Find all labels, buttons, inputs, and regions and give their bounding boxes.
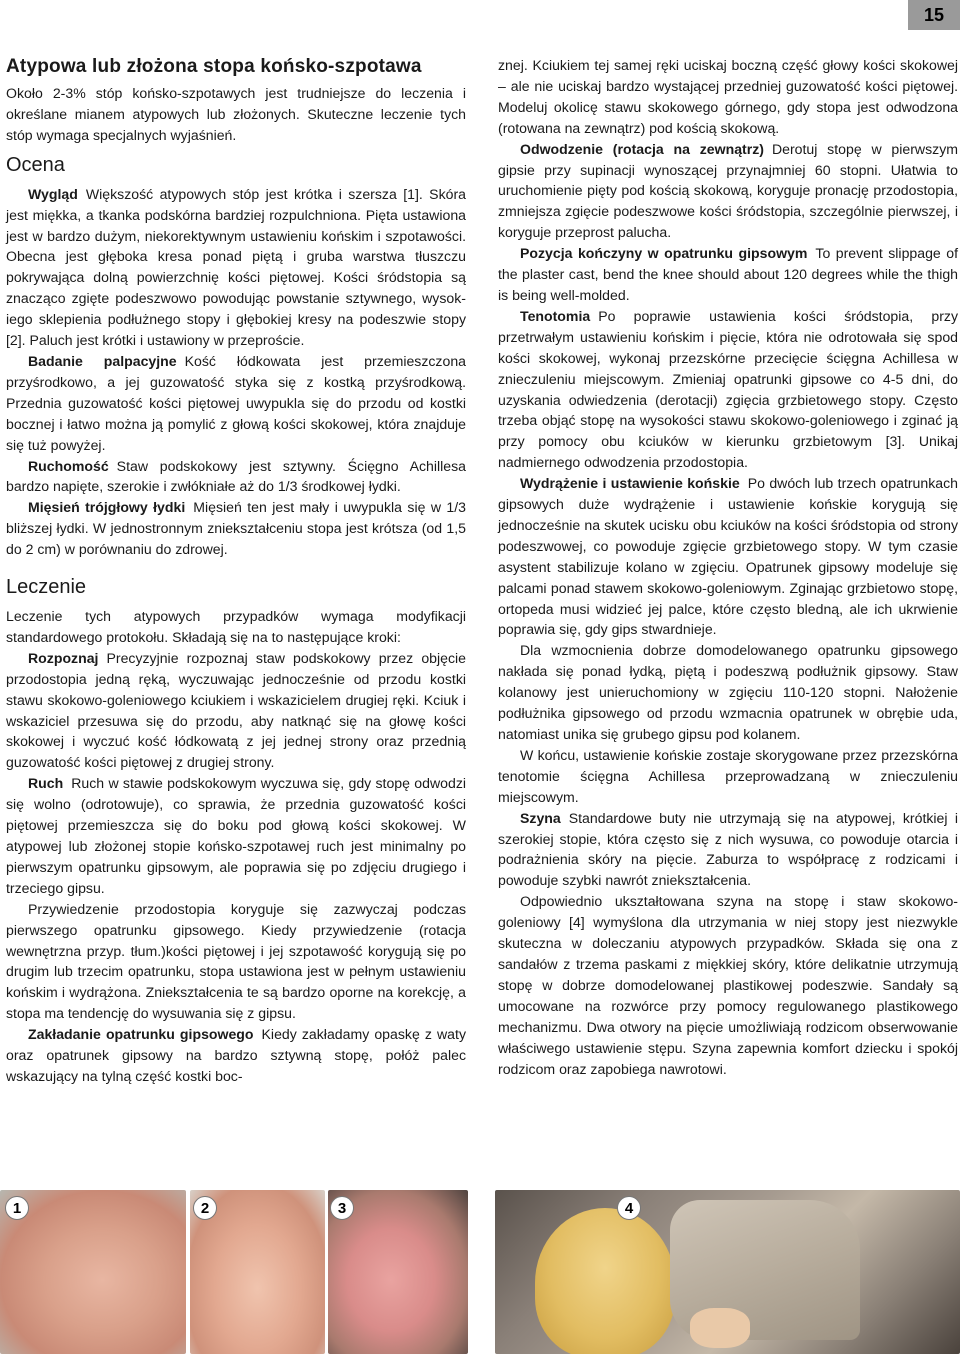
badanie-label: Badanie palpacyjne xyxy=(28,352,177,369)
page-title: Atypowa lub złożona stopa końsko-szpotawa xyxy=(6,56,422,77)
koncu-paragraph: W końcu, ustawienie końskie zostaje skorygowane przez przezskórna tenotomie ścięgna Achillesa przeprowadzaną w znieczuleniu miejscowym. xyxy=(498,746,958,805)
zakladanie-paragraph xyxy=(6,1024,466,1087)
photo-strip xyxy=(0,1190,960,1354)
tenotomia-paragraph xyxy=(498,306,958,473)
photo-number-badge: 1 xyxy=(5,1196,29,1220)
miesien-text: Mięsień ten jest mały i uwypukla się w 1/3 bliższej łydki. W jednostronnym zniekształceniu stopa jest krótsza (od 1,5 do 2 cm) w porównaniu do zdrowej. xyxy=(6,499,466,558)
right-column xyxy=(498,55,958,1079)
odpowiednio-paragraph: Odpowiednio ukształtowana szyna na stopę i staw skokowo-goleniowy [4] wymyślona dla utrzymania w niej stopy jest niezwykle skuteczna w doleczaniu atypowych przypadków. Składa się ona z sandałów z trzema paskami z miękkiej skóry, które delikatnie utrzymują stopę w dobrze domodelowanej plastikowej podeszwie. Sandały są umocowane na rozwórce przy pomocy regulowanego plastikowego mechanizmu. Dwa otwory na pięcie umożliwiają rodzicom obserwowanie właściwego ustawienie stępu. Szyna zapewnia komfort dziecku i spokój rodzicom oraz zapobiega nawrotowi. xyxy=(498,893,958,1077)
ruchomosc-paragraph xyxy=(6,456,466,498)
przywiedzenie-paragraph: Przywiedzenie przodostopia koryguje się zazwyczaj podczas pierwszego opatrunku gipsowego. Kiedy przywiedzenie (rotacja wewnętrzna przyp. tłum.)kości piętowej i jej szpotawość korygują się po drugim lub trzecim opatrunku, stopa ustawiona jest w pełnym ustawieniu końskim i wydrążona. Zniekształcenia te są bardzo oporne na korekcję, a stopa ma tendencję do wysuwania się z gipsu. xyxy=(6,900,466,1022)
left-column xyxy=(6,55,466,1087)
photo-plantar-crease xyxy=(190,1190,325,1354)
odwodzenie-label: Odwodzenie (rotacja na zewnątrz) xyxy=(520,140,764,157)
wyglad-text: Większość atypowych stóp jest krótka i szersza [1]. Skóra jest miękka, a tkanka podskórna bardziej rozpulchniona. Pięta ustawiona jest w bardzo dużym, niekorektywnym ustawieniu końskim i szpotawości. Obecna jest głęboka kresa ponad piętą i gruba warstwa tłuszczu pokrywająca dolną powierzchnię kości piętowej. Kości śródstopia są znacząco zgięte podeszwowo powodując powstanie sztywnego, wysokiego sklepienia podłużnego stopy i głębokiej kresy na podeszwie stopy [2]. Paluch jest krótki i ustawiony w przeproście. xyxy=(6,185,466,349)
page-number: 15 xyxy=(908,0,960,30)
ocena-heading: Ocena xyxy=(6,153,65,176)
brace-toe-shape xyxy=(690,1308,750,1348)
zakladanie-label: Zakładanie opatrunku gipsowego xyxy=(28,1026,254,1043)
pozycja-text: To prevent slippage of the plaster cast, bend the knee should about 120 degrees while the thigh is being well-molded. xyxy=(498,245,958,303)
ruch-label: Ruch xyxy=(28,775,64,792)
zakladanie-text: Kiedy zakładamy opaskę z waty oraz opatrunek gipsowy na bardzo sztywną stopę, połóż palec wskazujący na tylną część kostki boc- xyxy=(6,1026,466,1084)
badanie-text: Kość łódkowata jest przemieszczona przyśrodkowo, a jej guzowatość styka się z kostką przyśrodkową. Przednia guzowatość kości piętowej uwypukla się do przodu od kostki bocznej i łatwo można ją pomylić z głową kości skokowej, która znajduje się tuż powyżej. xyxy=(6,352,466,453)
pozycja-paragraph xyxy=(498,243,958,306)
pozycja-label: Pozycja kończyny w opatrunku gipsowym xyxy=(520,245,808,262)
miesien-label: Mięsień trójgłowy łydki xyxy=(28,499,186,516)
wyglad-paragraph xyxy=(6,184,466,351)
badanie-paragraph xyxy=(6,351,466,456)
photo-number-badge: 2 xyxy=(193,1196,217,1220)
ruch-text: Ruch w stawie podskokowym wyczuwa się, gdy stopę odwodzi się wolno (odrotowuje), co sprawia, że przednia guzowatość kości piętowej przemieszcza się do boku pod głową kości skokowej. W atypowej lub złożonej stopie końsko-szpotawej ruch jest minimalny po pierwszym opatrunku gipsowym, ale poprawia się po zdjęciu drugiego i trzeciego gipsu. xyxy=(6,775,466,896)
rozpoznaj-label: Rozpoznaj xyxy=(28,649,99,666)
intro-paragraph: Około 2-3% stóp końsko-szpotawych jest trudniejsze do leczenia i określane mianem atypowych lub złożonych. Skuteczne leczenie tych stóp wymaga specjalnych wyjaśnień. xyxy=(6,85,466,143)
photo-dorsiflexion-thumbs xyxy=(328,1190,468,1354)
miesien-paragraph xyxy=(6,497,466,560)
odwodzenie-paragraph xyxy=(498,139,958,244)
szyna-paragraph xyxy=(498,808,958,892)
ruchomosc-text: Staw podskokowy jest sztywny. Ścięgno Achillesa bardzo napięte, szerokie i zwłókniałe aż do 1/3 środkowej łydki. xyxy=(6,457,466,495)
brace-sole-shape xyxy=(535,1208,675,1354)
ruch-paragraph xyxy=(6,773,466,898)
wzmocnienie-paragraph: Dla wzmocnienia dobrze domodelowanego opatrunku gipsowego nakłada się ponad łydką, piętą i podeszwą podłużnik gipsowy. Staw kolanowy jest unieruchomiony w zgięciu 110-120 stopni. Nałożenie podłużnika gipsowego od przodu wzmacnia opatrunek w obrębie uda, natomiast unika się grubego gipsu pod kolanem. xyxy=(498,642,958,742)
continuation-paragraph: znej. Kciukiem tej samej ręki uciskaj boczną część głowy kości skokowej – ale nie uciskaj bardzo wystającej przedniej guzowatość kości piętowej. Modeluj okolicę stawu skokowego górnego, gdy stopa jest odwodzona (rotowana na zewnątrz) pod kością skokową. xyxy=(498,57,958,136)
leczenie-heading: Leczenie xyxy=(6,576,87,599)
photo-atypical-foot-short-wide xyxy=(0,1190,186,1354)
leczenie-paragraph: Leczenie tych atypowych przypadków wymaga modyfikacji standardowego protokołu. Składają się na to następujące kroki: xyxy=(6,608,466,645)
photo-number-badge: 3 xyxy=(330,1196,354,1220)
rozpoznaj-paragraph xyxy=(6,648,466,773)
photo-number-badge: 4 xyxy=(617,1196,641,1220)
szyna-text: Standardowe buty nie utrzymają się na atypowej, krótkiej i szerokiej stopie, która często się z nich wysuwa, co powoduje otarcia i podrażnienia skóry na pięcie. Zaburza to współpracę z rodzicami i powoduje szybki nawrót zniekształcenia. xyxy=(498,809,958,889)
rozpoznaj-text: Precyzyjnie rozpoznaj staw podskokowy przez objęcie przodostopia jedną ręką, wyczuwając jednocześnie od przodu kostki stawu skokowo-goleniowego kciukiem i wskazicielem drugiej ręki. Kciuk i wskaziciel przesuwa się do przodu, aby natknąć się na głowę kości skokowej i wyczuć kość łódkowatą z jej jednej strony oraz przednią guzowatość kości piętowej z drugiej strony. xyxy=(6,649,466,771)
szyna-label: Szyna xyxy=(520,809,561,826)
wyglad-label: Wygląd xyxy=(28,185,78,202)
tenotomia-text: Po poprawie ustawienia kości śródstopia, przy przetrwałym ustawieniu końskim i pięcie, która nie odrotowała się spod kości skokowej, wykonaj przezskórne przecięcie ścięgna Achillesa w znieczuleniu miejscowym. Zmieniaj opatrunki gipsowe co 4-5 dni, do uzyskania odwiedzenia (derotacji) zgięcia grzbietowego stopy. Często trzeba objąć stopę na wysokości stawu skokowo-goleniowego i zginać ją przy pomocy obu kciuków w kierunku grzbietowym [3]. Unikaj nadmiernego odwodzenia przodostopia. xyxy=(498,307,958,471)
wydrazenie-label: Wydrążenie i ustawienie końskie xyxy=(520,475,740,492)
wydrazenie-text: Po dwóch lub trzech opatrunkach gipsowych duże wydrążenie i ustawienie końskie korygują się jednocześnie na skutek ucisku obu kciuków na kości śródstopia od strony podeszwowej, co powoduje zgięcie grzbietowego stopy. W tym czasie asystent stabilizuje kolano w zgięciu. Opatrunek gipsowy modeluje się palcami ponad stawem skokowo-goleniowym. Zginając grzbietowo stopę, ortopeda musi widzieć jej palce, które często bledną, ale ich ukrwienie poprawia się, gdy gips stwardnieje. xyxy=(498,475,958,638)
ruchomosc-label: Ruchomość xyxy=(28,457,109,474)
tenotomia-label: Tenotomia xyxy=(520,307,591,324)
odwodzenie-text: Derotuj stopę w pierwszym gipsie przy supinacji wynoszącej przynajmniej 60 stopni. Ułatwia to uruchomienie pięty pod kością skokową, koryguje pronację przodostopia, zmniejsza zgięcie podeszwowe kości śródstopia, szczególnie pierwszej, i koryguje przeprost palucha. xyxy=(498,140,958,241)
photo-foot-ankle-brace xyxy=(495,1190,960,1354)
wydrazenie-paragraph xyxy=(498,473,958,640)
